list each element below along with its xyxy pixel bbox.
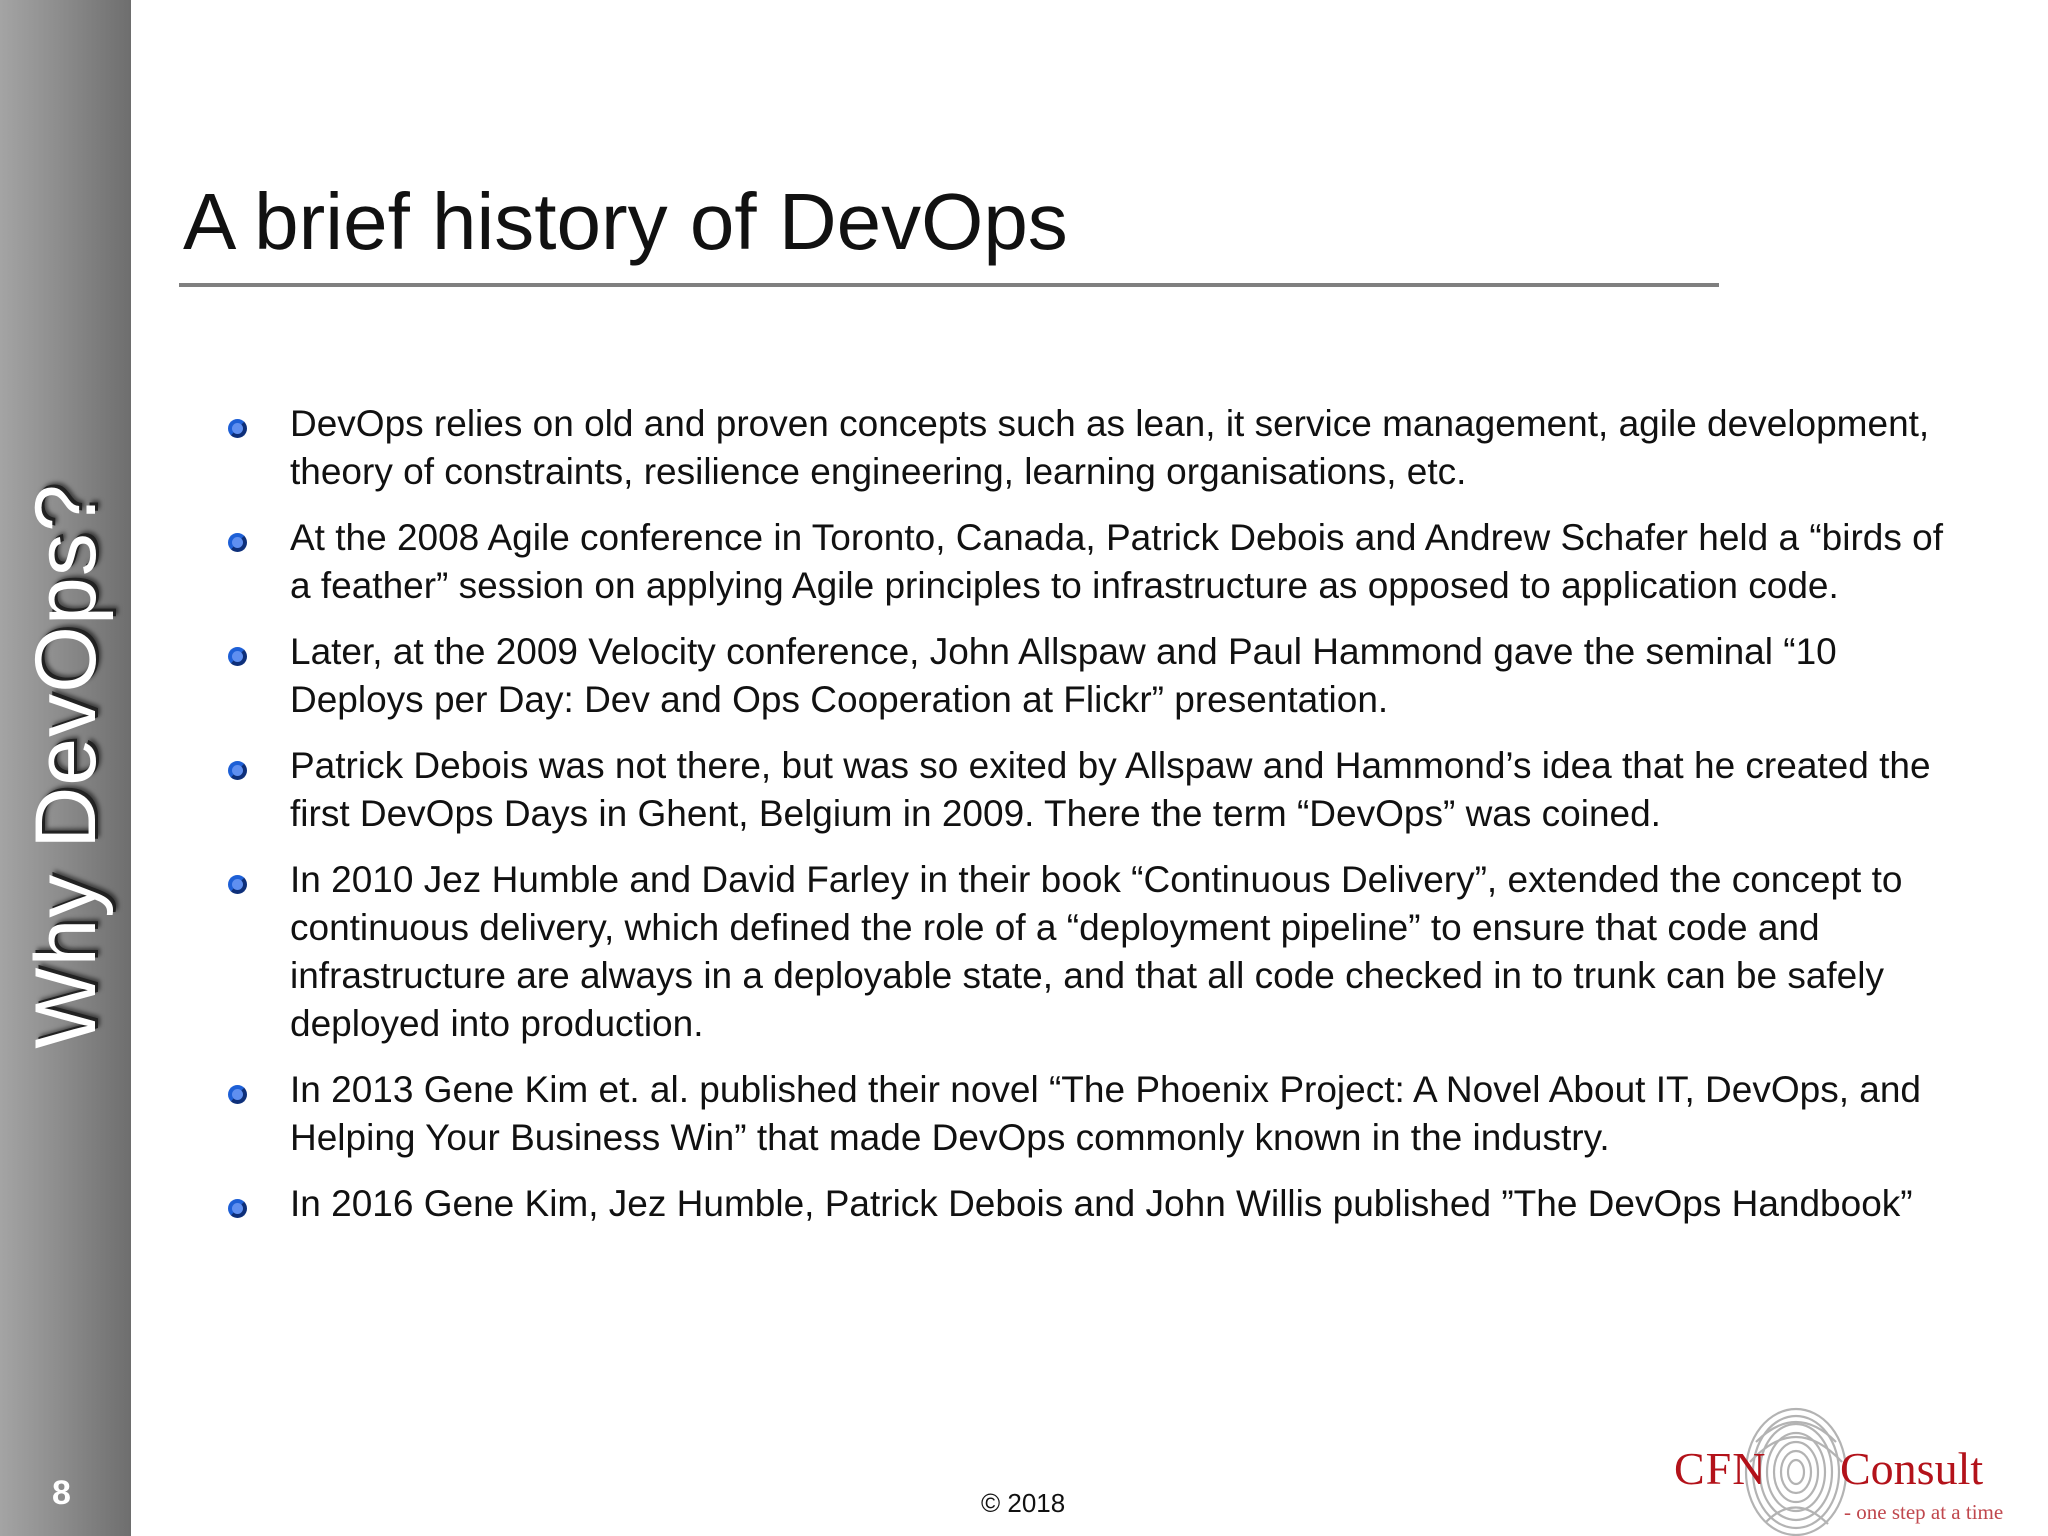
bullet-circle-icon (228, 875, 247, 894)
bullet-item (226, 742, 1946, 838)
title-divider (179, 283, 1719, 287)
bullet-circle-icon (228, 647, 247, 666)
bullet-item (226, 400, 1946, 496)
bullet-circle-icon (228, 419, 247, 438)
bullet-item (226, 1180, 1946, 1228)
section-title: Why DevOps? (18, 483, 114, 1049)
bullet-text: In 2010 Jez Humble and David Farley in their book “Continuous Delivery”, extended the concept to continuous delivery, which defined the role of a “deployment pipeline” to ensure that code and infrastructure are always in a deployable state, and that all code checked in to trunk can be safely deployed into production. (290, 859, 1903, 1044)
page-title: A brief history of DevOps (183, 177, 1068, 266)
bullet-item (226, 514, 1946, 610)
bullet-text: Later, at the 2009 Velocity conference, John Allspaw and Paul Hammond gave the seminal “10 Deploys per Day: Dev and Ops Cooperation at Flickr” presentation. (290, 631, 1837, 720)
copyright-notice: © 2018 (981, 1488, 1066, 1518)
bullet-item (226, 628, 1946, 724)
bullet-circle-icon (228, 1085, 247, 1104)
section-sidebar (0, 0, 131, 1536)
bullet-text: At the 2008 Agile conference in Toronto, Canada, Patrick Debois and Andrew Schafer held a “birds of a feather” session on applying Agile principles to infrastructure as opposed to application code. (290, 517, 1944, 606)
bullet-circle-icon (228, 1199, 247, 1218)
logo-tagline: - one step at a time (1844, 1500, 2004, 1524)
bullet-text: In 2013 Gene Kim et. al. published their novel “The Phoenix Project: A Novel About IT, DevOps, and Helping Your Business Win” that made DevOps commonly known in the industry. (290, 1069, 1921, 1158)
bullet-list (226, 400, 1946, 1246)
bullet-circle-icon (228, 761, 247, 780)
logo-name-left: CFN (1674, 1443, 1767, 1494)
logo-name-right: Consult (1840, 1443, 1984, 1494)
bullet-circle-icon (228, 533, 247, 552)
company-logo (1668, 1400, 2028, 1536)
bullet-text: DevOps relies on old and proven concepts such as lean, it service management, agile development, theory of constraints, resilience engineering, learning organisations, etc. (290, 403, 1930, 492)
bullet-item (226, 856, 1946, 1048)
bullet-text: Patrick Debois was not there, but was so exited by Allspaw and Hammond’s idea that he created the first DevOps Days in Ghent, Belgium in 2009. There the term “DevOps” was coined. (290, 745, 1931, 834)
slide-number: 8 (52, 1474, 71, 1512)
bullet-text: In 2016 Gene Kim, Jez Humble, Patrick Debois and John Willis published ”The DevOps Handbook” (290, 1183, 1913, 1224)
bullet-item (226, 1066, 1946, 1162)
